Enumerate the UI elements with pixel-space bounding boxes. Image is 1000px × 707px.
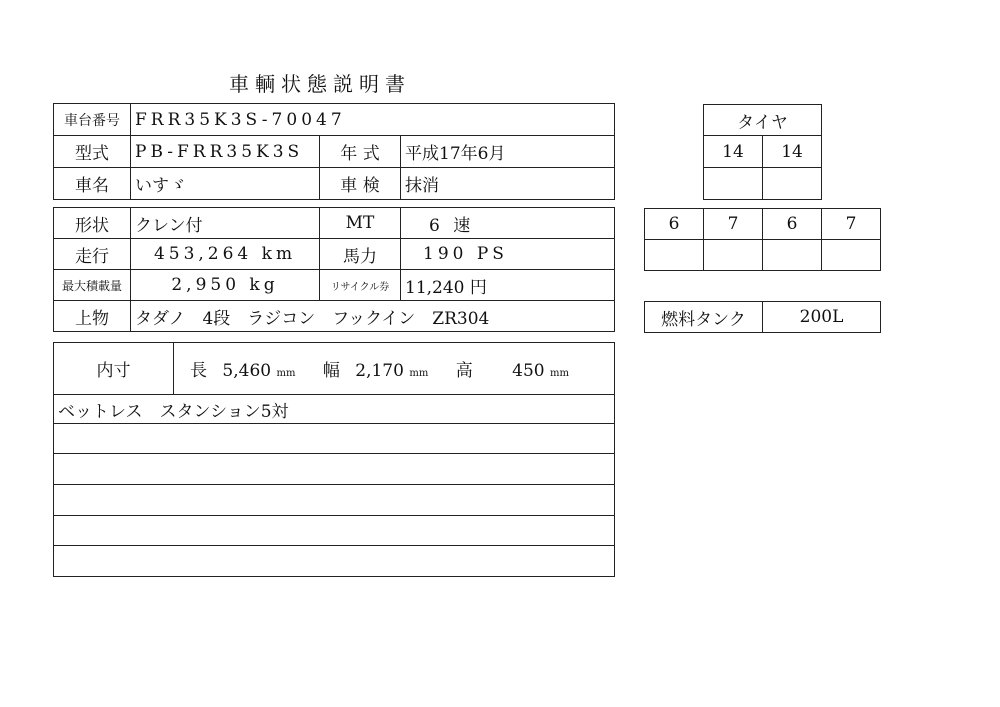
load-label: 最大積載量 — [54, 270, 131, 301]
width-label: 幅 — [322, 361, 340, 381]
tire-rear-cell: 7 — [822, 209, 881, 240]
notes-line: ベットレス スタンション5対 — [54, 395, 615, 424]
power-label: 馬力 — [320, 239, 401, 270]
shape-value: クレン付 — [131, 208, 320, 239]
equipment-label: 上物 — [54, 301, 131, 332]
inner-dimensions — [174, 343, 615, 395]
tire-front-right: 14 — [763, 136, 822, 168]
notes-line — [54, 454, 615, 485]
inner-dimension-table — [53, 342, 615, 577]
length-value: 5,460 — [222, 361, 272, 381]
mileage-label: 走行 — [54, 239, 131, 270]
height-unit: mm — [549, 368, 569, 379]
height-value: 450 — [512, 361, 545, 381]
notes-line — [54, 485, 615, 516]
tire-empty-cell — [704, 168, 763, 200]
tire-empty-cell — [645, 240, 704, 271]
shape-label: 形状 — [54, 208, 131, 239]
notes-line — [54, 424, 615, 454]
load-value: 2,950 kg — [131, 270, 320, 301]
tire-empty-cell — [763, 168, 822, 200]
power-value: 190 PS — [401, 239, 615, 270]
vehicle-basic-table — [53, 103, 615, 200]
name-label: 車名 — [54, 168, 131, 200]
tire-empty-cell — [763, 240, 822, 271]
tire-empty-cell — [704, 240, 763, 271]
tire-front-left: 14 — [704, 136, 763, 168]
notes-line — [54, 546, 615, 577]
height-label: 高 — [455, 361, 473, 381]
notes-line — [54, 516, 615, 546]
mt-value: 6 速 — [401, 208, 615, 239]
year-label: 年 式 — [320, 136, 401, 168]
width-unit: mm — [409, 368, 429, 379]
fuel-tank-table — [644, 301, 881, 333]
length-label: 長 — [190, 361, 207, 381]
equipment-value: タダノ 4段 ラジコン フックイン ZR304 — [131, 301, 615, 332]
fuel-value: 200L — [763, 302, 881, 333]
model-label: 型式 — [54, 136, 131, 168]
inspection-value: 抹消 — [401, 168, 615, 200]
vehicle-spec-table — [53, 207, 615, 332]
mt-label: MT — [320, 208, 401, 239]
tire-rear-table — [644, 208, 881, 271]
fuel-label: 燃料タンク — [645, 302, 763, 333]
mileage-value: 453,264 km — [131, 239, 320, 270]
recycle-label: リサイクル券 — [320, 270, 401, 301]
tire-front-table — [703, 104, 822, 200]
tire-rear-cell: 6 — [645, 209, 704, 240]
name-value: いすゞ — [131, 168, 320, 200]
width-value: 2,170 — [355, 361, 404, 381]
chassis-label: 車台番号 — [54, 104, 131, 136]
year-value: 平成17年6月 — [401, 136, 615, 168]
tire-rear-cell: 6 — [763, 209, 822, 240]
page-title: 車輌状態説明書 — [229, 72, 411, 96]
tire-empty-cell — [822, 240, 881, 271]
inspection-label: 車 検 — [320, 168, 401, 200]
length-unit: mm — [276, 368, 296, 379]
inner-label: 内寸 — [54, 343, 174, 395]
tire-header: タイヤ — [704, 105, 822, 136]
chassis-value: FRR35K3S-70047 — [131, 104, 615, 136]
recycle-value: 11,240 円 — [401, 270, 615, 301]
model-value: PB-FRR35K3S — [131, 136, 320, 168]
tire-rear-cell: 7 — [704, 209, 763, 240]
